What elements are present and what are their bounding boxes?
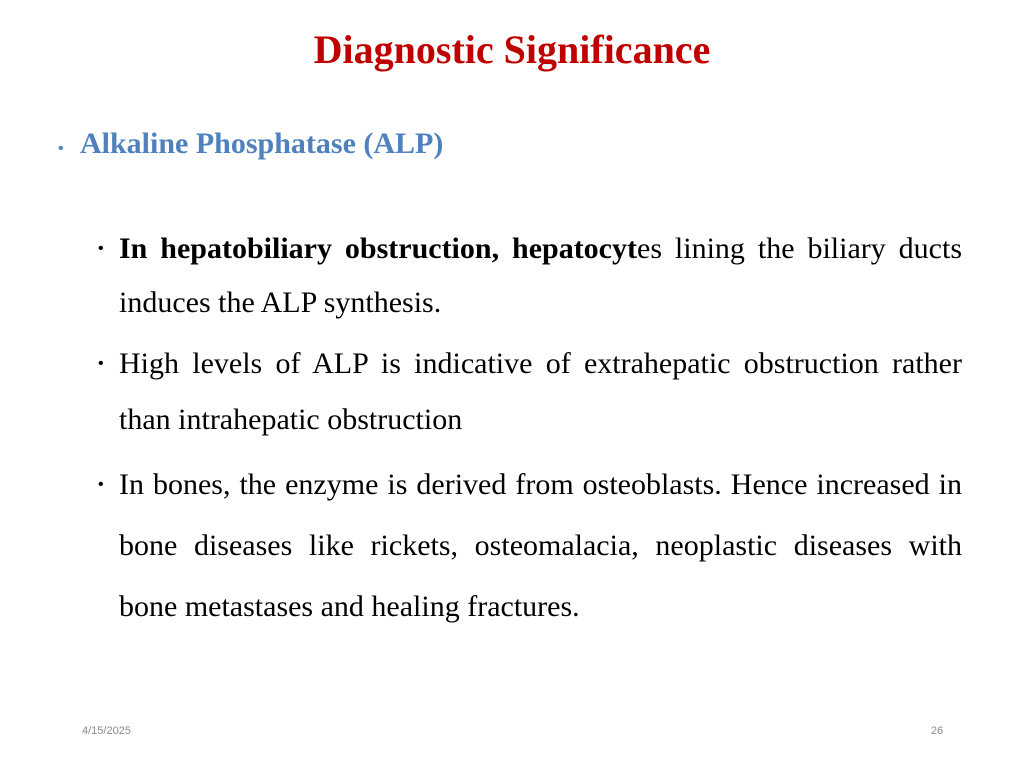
bullet-text: High levels of ALP is indicative of extrahepatic obstruction rather than intrahepatic obstruction (119, 347, 962, 436)
section-heading: Alkaline Phosphatase (ALP) (80, 127, 444, 160)
bullet-icon: • (98, 476, 104, 493)
bullet-text-normal: es lining the biliary ducts induces the ALP synthesis. (119, 232, 963, 319)
bullet-point-high-levels (98, 336, 962, 448)
footer-date: 4/15/2025 (82, 725, 131, 737)
bullet-list-2 (98, 336, 962, 448)
bullet-text-bold: In hepatobiliary obstruction, hepatocyt (119, 232, 637, 265)
heading-bullet-item (58, 122, 958, 166)
slide-title: Diagnostic Significance (313, 27, 711, 72)
page-number: 26 (930, 725, 944, 737)
bullet-list-3 (98, 454, 962, 637)
bullet-icon: • (98, 355, 104, 372)
bullet-icon: • (98, 240, 104, 257)
heading-bullet-icon: • (58, 140, 64, 157)
bullet-text (119, 222, 962, 330)
bullet-point-bones (98, 454, 962, 637)
bullet-list-1 (98, 222, 962, 330)
bullet-point-hepatobiliary (98, 222, 962, 330)
bullet-text: In bones, the enzyme is derived from osteoblasts. Hence increased in bone diseases like rickets, osteomalacia, neoplastic diseases with bone metastases and healing fractures. (119, 468, 962, 623)
